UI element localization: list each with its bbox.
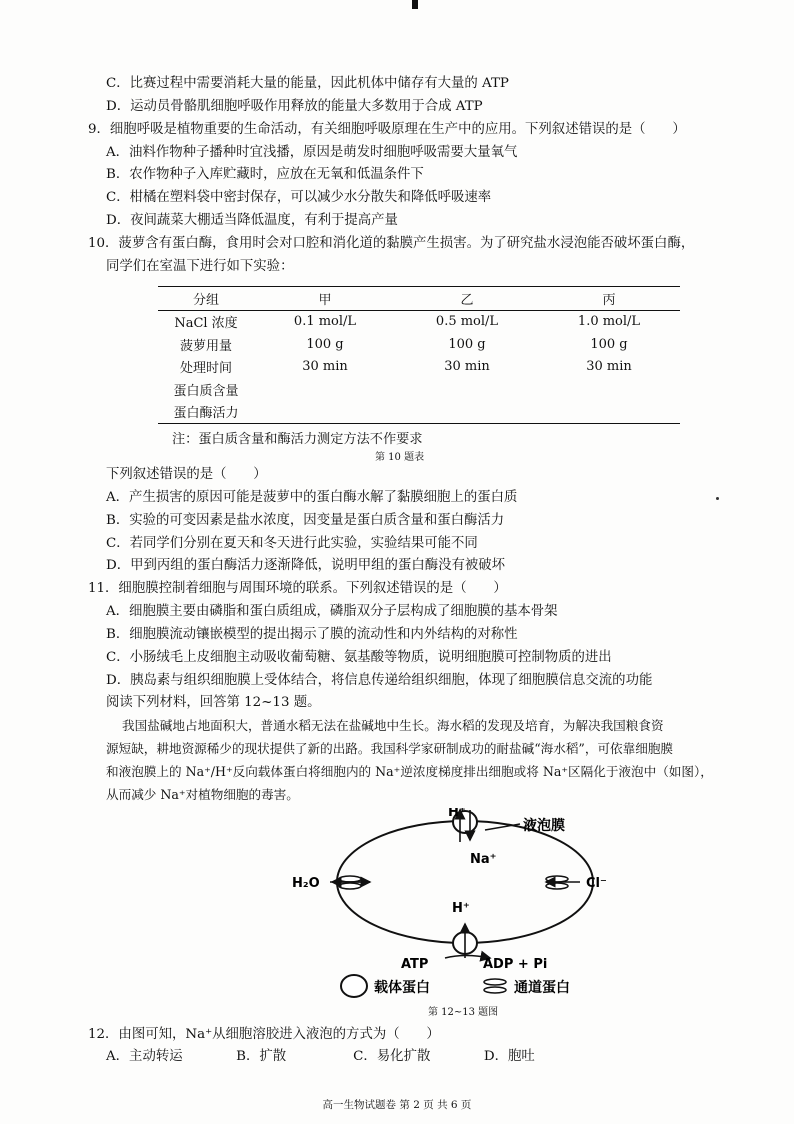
q8-option-c: C．比赛过程中需要消耗大量的能量，因此机体中储存有大量的 ATP — [106, 76, 509, 91]
table-cell: NaCl 浓度 — [174, 316, 238, 332]
table-header-row — [158, 287, 680, 311]
bottom-proton-pump — [445, 924, 490, 958]
table-cell — [538, 401, 680, 424]
table-cell: 100 g — [590, 336, 628, 352]
leader-line — [485, 824, 520, 830]
channel-protein-legend-icon — [484, 979, 506, 993]
passage-line: 从而减少 Na⁺对植物细胞的毒害。 — [106, 787, 299, 802]
q8-option-d: D．运动员骨骼肌细胞呼吸作用释放的能量大多数用于合成 ATP — [106, 99, 483, 114]
q10-option-b: B．实验的可变因素是盐水浓度，因变量是蛋白质含量和蛋白酶活力 — [106, 513, 505, 528]
table-caption: 第 10 题表 — [375, 452, 425, 463]
table-row — [158, 310, 680, 333]
table-cell: 菠萝用量 — [179, 338, 232, 354]
h-top-label: H⁺ — [448, 808, 466, 820]
table-header: 甲 — [254, 287, 396, 311]
q10-stem: 10．菠萝含有蛋白酶，食用时会对口腔和消化道的黏膜产生损害。为了研究盐水浸泡能否破坏蛋白酶， — [88, 236, 695, 251]
reading-instruction: 阅读下列材料，回答第 12~13 题。 — [106, 695, 321, 710]
table-cell — [396, 401, 538, 424]
q9-stem: 9．细胞呼吸是植物重要的生命活动，有关细胞呼吸原理在生产中的应用。下列叙述错误的是（ ） — [88, 122, 686, 137]
carrier-protein-legend: 载体蛋白 — [374, 980, 430, 996]
q12-stem: 12．由图可知，Na⁺从细胞溶胶进入液泡的方式为（ ） — [88, 1027, 440, 1042]
experiment-table — [158, 286, 680, 424]
table-row — [158, 401, 680, 424]
table-row — [158, 333, 680, 356]
scan-speck — [716, 497, 719, 500]
q11-option-d: D．胰岛素与组织细胞膜上受体结合，将信息传递给组织细胞，体现了细胞膜信息交流的功能 — [106, 673, 653, 688]
page-footer: 高一生物试题卷 第 2 页 共 6 页 — [322, 1099, 472, 1111]
q10-stem-cont: 同学们在室温下进行如下实验： — [106, 259, 294, 274]
table-cell — [254, 401, 396, 424]
right-chloride-channel — [546, 876, 580, 889]
table-header: 乙 — [396, 287, 538, 311]
atp-label: ATP — [401, 957, 429, 972]
vacuole-membrane-label: 液泡膜 — [523, 818, 565, 834]
cl-label: Cl⁻ — [586, 876, 607, 891]
q11-option-a: A．细胞膜主要由磷脂和蛋白质组成，磷脂双分子层构成了细胞膜的基本骨架 — [106, 604, 558, 619]
table-row — [158, 356, 680, 379]
q9-option-b: B．农作物种子入库贮藏时，应放在无氧和低温条件下 — [106, 167, 424, 182]
q9-option-a: A．油料作物种子播种时宜浅播，原因是萌发时细胞呼吸需要大量氧气 — [106, 145, 518, 160]
table-header: 分组 — [158, 287, 254, 311]
q9-option-c: C．柑橘在塑料袋中密封保存，可以减少水分散失和降低呼吸速率 — [106, 190, 492, 205]
table-cell: 1.0 mol/L — [577, 314, 641, 330]
table-cell — [254, 378, 396, 401]
vacuole-transport-figure — [280, 808, 620, 1008]
q10-option-d: D．甲到丙组的蛋白酶活力逐渐降低，说明甲组的蛋白酶没有被破坏 — [106, 558, 506, 573]
table-cell: 蛋白酶活力 — [173, 406, 239, 422]
table-cell: 100 g — [306, 336, 344, 352]
na-label: Na⁺ — [470, 852, 497, 867]
table-cell — [396, 378, 538, 401]
passage-line: 和液泡膜上的 Na⁺/H⁺反向载体蛋白将细胞内的 Na⁺逆浓度梯度排出细胞或将 Na⁺区隔化于液泡中（如图）， — [106, 764, 713, 779]
table-cell: 100 g — [448, 336, 486, 352]
q11-option-b: B．细胞膜流动镶嵌模型的提出揭示了膜的流动性和内外结构的对称性 — [106, 627, 518, 642]
table-cell: 30 min — [586, 359, 632, 375]
table-row — [158, 378, 680, 401]
q9-option-d: D．夜间蔬菜大棚适当降低温度，有利于提高产量 — [106, 213, 398, 228]
carrier-protein-legend-icon — [341, 975, 367, 997]
h-bottom-label: H⁺ — [452, 901, 470, 916]
top-registration-mark — [412, 0, 418, 9]
table-cell — [538, 378, 680, 401]
table-cell: 蛋白质含量 — [173, 383, 239, 399]
q12-options: A．主动转运 B．扩散 C．易化扩散 D．胞吐 — [106, 1049, 535, 1064]
table-cell: 0.5 mol/L — [435, 314, 499, 330]
channel-protein-legend: 通道蛋白 — [514, 980, 570, 996]
adp-pi-label: ADP + Pi — [483, 957, 548, 972]
q10-option-c: C．若同学们分别在夏天和冬天进行此实验，实验结果可能不同 — [106, 536, 478, 551]
figure-caption: 第 12~13 题图 — [428, 1007, 499, 1018]
q10-ask: 下列叙述错误的是（ ） — [106, 467, 267, 482]
table-cell: 30 min — [302, 359, 348, 375]
table-cell: 0.1 mol/L — [293, 314, 357, 330]
table-cell: 30 min — [444, 359, 490, 375]
passage-line: 源短缺，耕地资源稀少的现状提供了新的出路。我国科学家研制成功的耐盐碱“海水稻”，可依靠细胞膜 — [106, 741, 674, 756]
table-note: 注：蛋白质含量和酶活力测定方法不作要求 — [172, 432, 423, 447]
q10-option-a: A．产生损害的原因可能是菠萝中的蛋白酶水解了黏膜细胞上的蛋白质 — [106, 490, 518, 505]
table-header: 丙 — [538, 287, 680, 311]
q11-stem: 11．细胞膜控制着细胞与周围环境的联系。下列叙述错误的是（ ） — [88, 581, 507, 596]
table-cell: 处理时间 — [179, 361, 232, 377]
h2o-label: H₂O — [292, 876, 320, 891]
left-water-channel — [330, 876, 370, 889]
passage-line: 我国盐碱地占地面积大，普通水稻无法在盐碱地中生长。海水稻的发现及培育，为解决我国粮食资 — [122, 718, 664, 733]
q11-option-c: C．小肠绒毛上皮细胞主动吸收葡萄糖、氨基酸等物质，说明细胞膜可控制物质的进出 — [106, 650, 612, 665]
